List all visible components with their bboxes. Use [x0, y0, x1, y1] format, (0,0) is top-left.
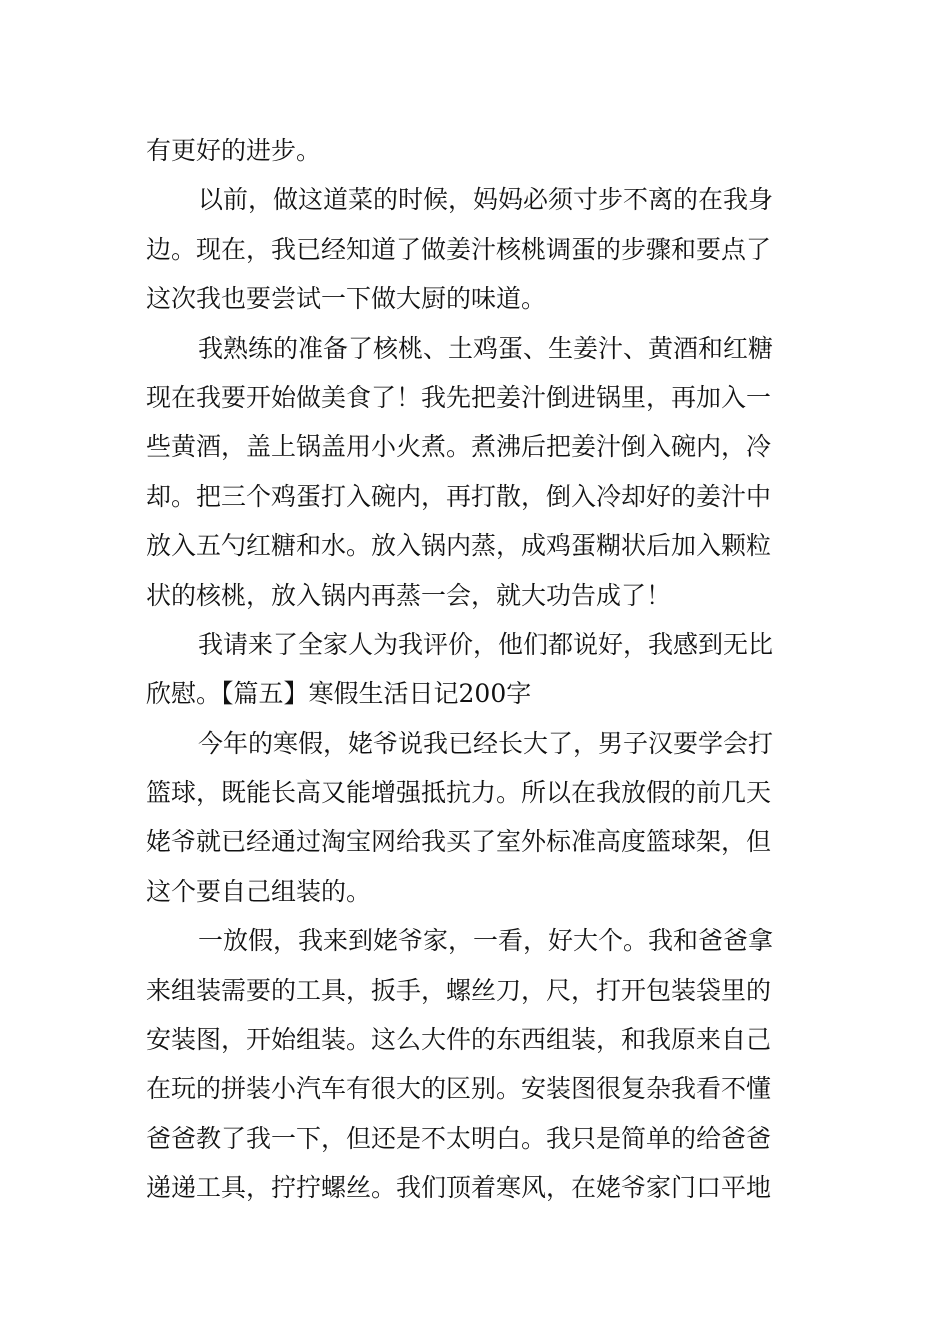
- text-line: 欣慰。【篇五】寒假生活日记200字: [146, 679, 532, 709]
- text-line: 来组装需要的工具，扳手，螺丝刀，尺，打开包装袋里的: [146, 975, 772, 1005]
- text-line: 一放假，我来到姥爷家，一看，好大个。我和爸爸拿: [198, 926, 774, 956]
- text-line: 在玩的拼装小汽车有很大的区别。安装图很复杂我看不懂: [146, 1074, 772, 1104]
- text-line: 这个要自己组装的。: [146, 876, 372, 906]
- text-line: 递递工具，拧拧螺丝。我们顶着寒风，在姥爷家门口平地: [146, 1173, 772, 1203]
- text-line: 姥爷就已经通过淘宝网给我买了室外标准高度篮球架，但: [146, 827, 772, 857]
- document-body: [146, 126, 811, 1213]
- text-line: 安装图，开始组装。这么大件的东西组装，和我原来自己: [146, 1025, 772, 1055]
- text-line: 我请来了全家人为我评价，他们都说好，我感到无比: [198, 629, 774, 659]
- text-line: 边。现在，我已经知道了做姜汁核桃调蛋的步骤和要点了: [146, 234, 772, 264]
- text-line: 这次我也要尝试一下做大厨的味道。: [146, 284, 547, 314]
- text-line: 我熟练的准备了核桃、土鸡蛋、生姜汁、黄酒和红糖: [198, 333, 774, 363]
- text-line: 今年的寒假，姥爷说我已经长大了，男子汉要学会打: [198, 728, 774, 758]
- text-line: 现在我要开始做美食了！我先把姜汁倒进锅里，再加入一: [146, 382, 772, 412]
- text-line: 以前，做这道菜的时候，妈妈必须寸步不离的在我身: [198, 185, 774, 215]
- text-line: 篮球，既能长高又能增强抵抗力。所以在我放假的前几天: [146, 778, 772, 808]
- text-line: 放入五勺红糖和水。放入锅内蒸，成鸡蛋糊状后加入颗粒: [146, 531, 772, 561]
- text-line: 爸爸教了我一下，但还是不太明白。我只是简单的给爸爸: [146, 1123, 772, 1153]
- text-line: 有更好的进步。: [146, 136, 322, 165]
- text-line: 状的核桃，放入锅内再蒸一会，就大功告成了！: [146, 580, 672, 610]
- text-line: 却。把三个鸡蛋打入碗内，再打散，倒入冷却好的姜汁中: [146, 481, 772, 511]
- text-line: 些黄酒，盖上锅盖用小火煮。煮沸后把姜汁倒入碗内，冷: [146, 432, 772, 462]
